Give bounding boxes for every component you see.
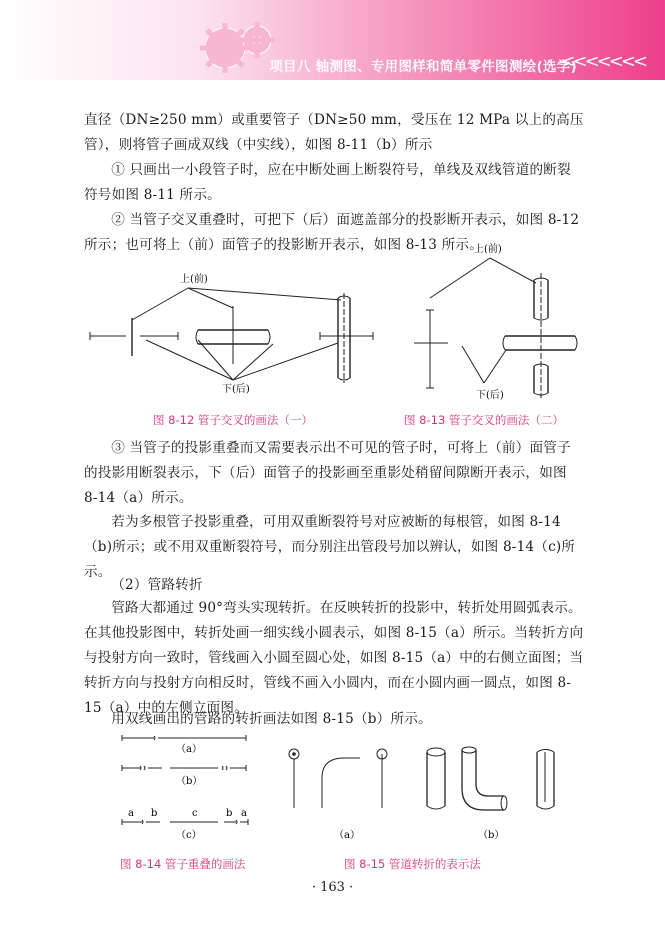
chapter-title: 项目八 轴测图、专用图样和简单零件图测绘(选学) xyxy=(269,59,577,75)
segment-a-right: a xyxy=(241,808,247,819)
paragraph-6: 管路大都通过 90°弯头实现转折。在反映转折的投影中，转折处用圆弧表示。在其他投影图中，转折处画一细实线小圆表示，如图 8-15（a）所示。当转折方向与投射方向一致时，管线画入小圆至圆心处，如图 8-15（a）中的右侧立面图；当转折方向与投射方向相反时，管线不画入小圆内，而在小圆内画一圆点，如图 8-15（a）中的左侧立面图。 xyxy=(84,600,584,716)
label-down-back: 下(后) xyxy=(222,384,250,395)
sub-label-c: （c） xyxy=(176,830,202,841)
chevron-decoration: <<<<<<< xyxy=(560,51,645,72)
sub-label-b: （b） xyxy=(176,776,203,787)
sub-label-b: （b） xyxy=(478,830,505,841)
figure-8-14 xyxy=(118,730,268,845)
paragraph-2: ① 只画出一小段管子时，应在中断处画上断裂符号，单线及双线管道的断裂符号如图 8-11 所示。 xyxy=(84,162,571,203)
paragraph-4: ③ 当管子的投影重叠而又需要表示出不可见的管子时，可将上（前）面管子的投影用断裂表示，下（后）面管子的投影画至重影处稍留间隙断开表示，如图 8-14（a）所示。 xyxy=(84,440,571,506)
label-up-front: 上(前) xyxy=(180,274,208,285)
paragraph-3: ② 当管子交叉重叠时，可把下（后）面遮盖部分的投影断开表示，如图 8-12所示；也可将上（前）面管子的投影断开表示，如图 8-13 所示。 xyxy=(84,212,580,253)
label-down-back: 下(后) xyxy=(476,390,504,401)
figure-8-12 xyxy=(88,268,388,396)
sub-label-a: （a） xyxy=(334,830,360,841)
caption-fig-8-14: 图 8-14 管子重叠的画法 xyxy=(120,857,246,871)
segment-b-left: b xyxy=(151,808,158,819)
caption-fig-8-13: 图 8-13 管子交叉的画法（二） xyxy=(404,413,564,427)
section-heading: （2）管路转折 xyxy=(111,577,203,593)
segment-b-right: b xyxy=(226,808,233,819)
label-up-front: 上(前) xyxy=(474,244,502,255)
paragraph-7: 用双线画出的管路的转折画法如图 8-15（b）所示。 xyxy=(111,711,432,727)
page-number: · 163 · xyxy=(311,880,354,895)
paragraph-1: 直径（DN≥250 mm）或重要管子（DN≥50 mm，受压在 12 MPa 以上的高压管），则将管子画成双线（中实线），如图 8-11（b）所示 xyxy=(84,112,584,153)
sub-label-a: （a） xyxy=(176,744,202,755)
segment-a-left: a xyxy=(128,808,134,819)
caption-fig-8-12: 图 8-12 管子交叉的画法（一） xyxy=(153,413,313,427)
segment-c: c xyxy=(192,808,198,819)
figure-8-13 xyxy=(410,238,580,403)
caption-fig-8-15: 图 8-15 管道转折的表示法 xyxy=(344,857,481,871)
page-header xyxy=(0,0,665,80)
paragraph-5: 若为多根管子投影重叠，可用双重断裂符号对应被断的每根管，如图 8-14（b)所示；或不用双重断裂符号，而分别注出管段号加以辨认，如图 8-14（c)所示。 xyxy=(84,514,576,580)
figure-8-15 xyxy=(282,740,562,850)
